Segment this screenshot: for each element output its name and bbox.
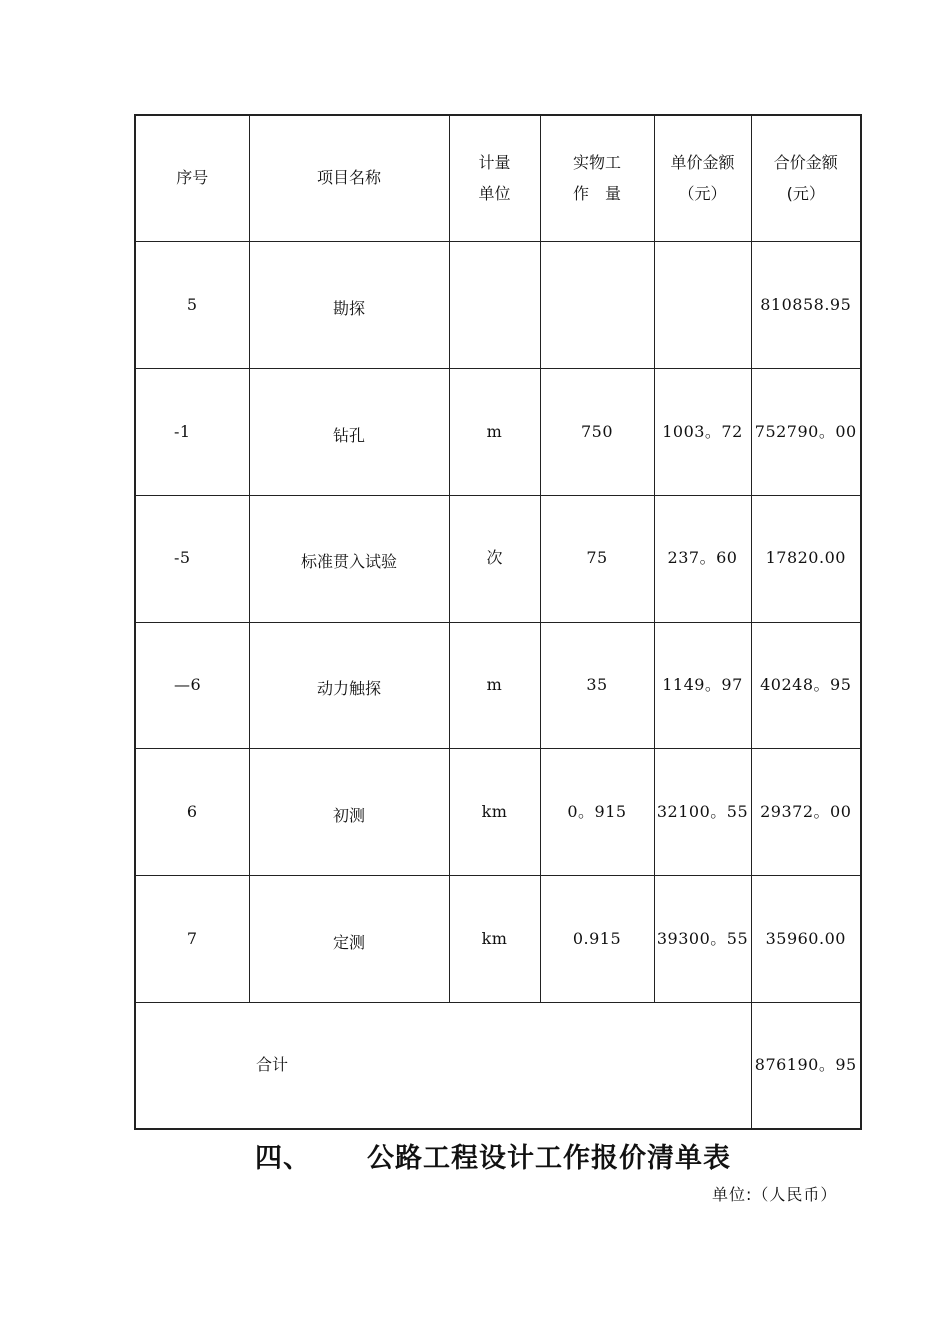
cell-seq: -5: [135, 495, 249, 622]
cell-name: 标准贯入试验: [249, 495, 449, 622]
cell-price: 237。60: [654, 495, 751, 622]
cell-price: 39300。55: [654, 876, 751, 1003]
cell-total: 29372。00: [751, 749, 861, 876]
cell-total: 40248。95: [751, 622, 861, 749]
cell-unit: m: [449, 369, 540, 496]
cell-unit: 次: [449, 495, 540, 622]
cell-qty: 0.915: [540, 876, 654, 1003]
header-price: 单价金额 （元）: [654, 115, 751, 242]
cell-seq: 6: [135, 749, 249, 876]
cell-unit: [449, 242, 540, 369]
header-total: 合价金额 (元）: [751, 115, 861, 242]
table-row: [135, 749, 861, 876]
cell-total: 35960.00: [751, 876, 861, 1003]
cell-seq: 7: [135, 876, 249, 1003]
cell-price: [654, 242, 751, 369]
cell-qty: 0。915: [540, 749, 654, 876]
sum-row: [135, 1002, 861, 1129]
cell-price: 32100。55: [654, 749, 751, 876]
cell-name: 初测: [249, 749, 449, 876]
unit-note: 单位:（人民币）: [712, 1185, 838, 1204]
quote-table: [134, 114, 862, 1130]
cell-unit: km: [449, 876, 540, 1003]
cell-qty: 75: [540, 495, 654, 622]
cell-qty: 35: [540, 622, 654, 749]
table-row: [135, 876, 861, 1003]
sum-label: 合计: [135, 1002, 751, 1129]
cell-seq: 5: [135, 242, 249, 369]
cell-name: 定测: [249, 876, 449, 1003]
cell-name: 勘探: [249, 242, 449, 369]
cell-name: 动力触探: [249, 622, 449, 749]
cell-total: 810858.95: [751, 242, 861, 369]
cell-qty: [540, 242, 654, 369]
cell-unit: m: [449, 622, 540, 749]
header-unit: 计量 单位: [449, 115, 540, 242]
section-number: 四、: [255, 1143, 311, 1174]
cell-total: 752790。00: [751, 369, 861, 496]
cell-price: 1149。97: [654, 622, 751, 749]
cell-total: 17820.00: [751, 495, 861, 622]
table-row: [135, 242, 861, 369]
cell-price: 1003。72: [654, 369, 751, 496]
sum-total: 876190。95: [751, 1002, 861, 1129]
cell-name: 钻孔: [249, 369, 449, 496]
cell-qty: 750: [540, 369, 654, 496]
cell-seq: -1: [135, 369, 249, 496]
cell-seq: —6: [135, 622, 249, 749]
section-title: 公路工程设计工作报价清单表: [367, 1143, 731, 1174]
table-row: [135, 622, 861, 749]
header-qty: 实物工 作 量: [540, 115, 654, 242]
cell-unit: km: [449, 749, 540, 876]
header-seq: 序号: [135, 115, 249, 242]
header-name: 项目名称: [249, 115, 449, 242]
table-row: [135, 369, 861, 496]
header-row: [135, 115, 861, 242]
table-row: [135, 495, 861, 622]
section-heading: [255, 1136, 731, 1175]
